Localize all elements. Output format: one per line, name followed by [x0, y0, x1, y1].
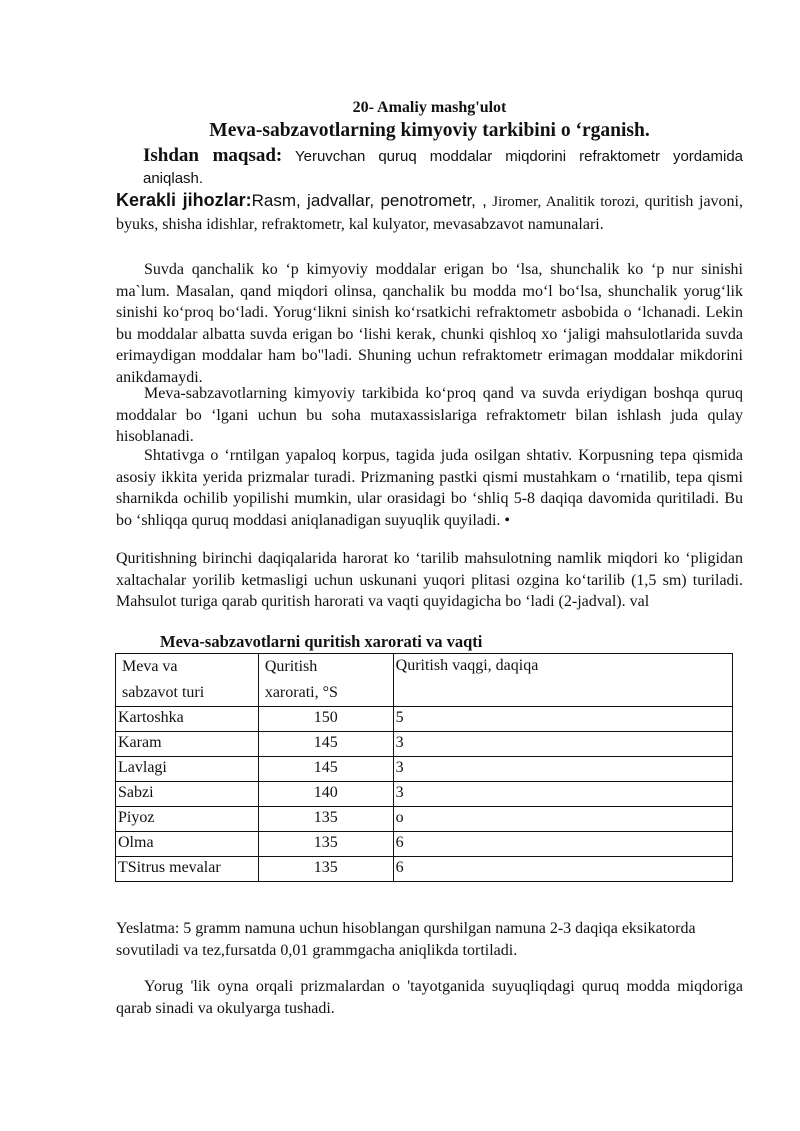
- note-paragraph: Yeslatma: 5 gramm namuna uchun hisoblangan qurshilgan namuna 2-3 daqiqa eksikatorda sovutiladi va tez,fursatda 0,01 grammgacha aniqlikda tortiladi.: [116, 920, 696, 959]
- row-temp: 140: [258, 782, 393, 807]
- row-temp: 145: [258, 757, 393, 782]
- row-name: Olma: [116, 832, 259, 857]
- table-row: [116, 732, 733, 757]
- tools-list-1: Rasm, jadvallar, penotrometr, ,: [251, 191, 487, 210]
- row-temp: 135: [258, 807, 393, 832]
- goal-text: Yeruvchan quruq moddalar miqdorini refraktometr yordamida aniqlash.: [143, 148, 743, 187]
- tools-list-2: Jiromer, Analitik torozi,: [486, 194, 639, 210]
- row-time: 5: [393, 707, 732, 732]
- tools-paragraph: [116, 190, 743, 235]
- table-row: [116, 832, 733, 857]
- row-name: Karam: [116, 732, 259, 757]
- header-temp-line2: xarorati, °S: [264, 684, 338, 701]
- row-time: 3: [393, 782, 732, 807]
- row-temp: 150: [258, 707, 393, 732]
- row-temp: 145: [258, 732, 393, 757]
- header-cell-time: Quritish vaqgi, daqiqa: [393, 654, 732, 707]
- paragraph-4: Quritishning birinchi daqiqalarida harorat ko ‘tarilib mahsulotning namlik miqdori ko ‘pligidan xaltachalar yorilib ketmasligi uchun uskunani yuqori plitasi ozgina ko‘tarilib (1,5 sm) turiladi. Mahsulot turiga qarab quritish harorati va vaqti quyidagicha bo ‘ladi (2-jadval). val: [116, 550, 743, 610]
- paragraph-2: Meva-sabzavotlarning kimyoviy tarkibida ko‘proq qand va suvda eriydigan boshqa quruq moddalar bo ‘lgani uchun bu soha mutaxassislariga refraktometr bilan ishlash juda qulay hisoblanadi.: [116, 385, 743, 445]
- header-type-line2: sabzavot turi: [122, 684, 205, 701]
- row-name: Kartoshka: [116, 707, 259, 732]
- drying-table: [115, 653, 733, 882]
- goal-label: Ishdan maqsad:: [143, 145, 283, 166]
- goal-paragraph: [143, 145, 743, 189]
- row-name: Lavlagi: [116, 757, 259, 782]
- paragraph-1: Suvda qanchalik ko ‘p kimyoviy moddalar erigan bo ‘lsa, shunchalik ko ‘p nur sinishi ma`lum. Masalan, qand miqdori olinsa, qanchalik bu modda mo‘l bo‘lsa, shunchalik yorug‘lik sinishi ko‘proq bo‘ladi. Yorug‘likni sinish ko‘rsatkichi refraktometr asbobida o ‘lchanadi. Lekin bu moddalar albatta suvda erigan bo ‘lishi kerak, chunki qishloq xo ‘jaligi mahsulotlarida suvda erimaydigan moddalar ham bo"ladi. Shuning uchun refraktometr erimagan moddalar mikdorini anikdamaydi.: [116, 261, 743, 386]
- header-cell-temp: [258, 654, 393, 707]
- paragraph-3: Shtativga o ‘rntilgan yapaloq korpus, tagida juda osilgan shtativ. Korpusning tepa qismida asosiy ikkita yerida prizmalar turadi. Prizmaning pastki qismi mustahkam o ‘rnatilib, tepa qismi sharnikda ochilib yopilishi mumkin, ular orasidagi bo ‘shliq 5-8 daqiqa davomida quritiladi. Bu bo ‘shliqqa quruq moddasi aniqlanadigan suyuqlik quyiladi. •: [116, 447, 743, 529]
- tools-label: Kerakli jihozlar:: [116, 190, 252, 210]
- table-caption: Meva-sabzavotlarni quritish xarorati va vaqti: [160, 632, 483, 651]
- row-time: o: [393, 807, 732, 832]
- row-temp: 135: [258, 857, 393, 882]
- row-name: TSitrus mevalar: [116, 857, 259, 882]
- table-row: [116, 757, 733, 782]
- row-temp: 135: [258, 832, 393, 857]
- row-name: Sabzi: [116, 782, 259, 807]
- header-type-line1: Meva va: [122, 658, 178, 675]
- table-header-row: [116, 654, 733, 707]
- table-row: [116, 707, 733, 732]
- tools-list-3: quritish javoni, byuks, shisha idishlar, refraktometr, kal kulyator, mevasabzavot namunalari.: [116, 193, 743, 233]
- row-time: 6: [393, 832, 732, 857]
- page-title: Meva-sabzavotlarning kimyoviy tarkibini o ‘rganish.: [209, 120, 650, 141]
- row-time: 6: [393, 857, 732, 882]
- table-row: [116, 857, 733, 882]
- header-cell-type: [116, 654, 259, 707]
- lesson-heading: 20- Amaliy mashg'ulot: [352, 99, 507, 116]
- final-paragraph: Yorug 'lik oyna orqali prizmalardan o 'tayotganida suyuqliqdagi quruq modda miqdoriga qarab sinadi va okulyarga tushadi.: [116, 978, 743, 1017]
- table-row: [116, 807, 733, 832]
- table-row: [116, 782, 733, 807]
- header-temp-line1: Quritish: [264, 658, 318, 675]
- row-time: 3: [393, 732, 732, 757]
- row-time: 3: [393, 757, 732, 782]
- row-name: Piyoz: [116, 807, 259, 832]
